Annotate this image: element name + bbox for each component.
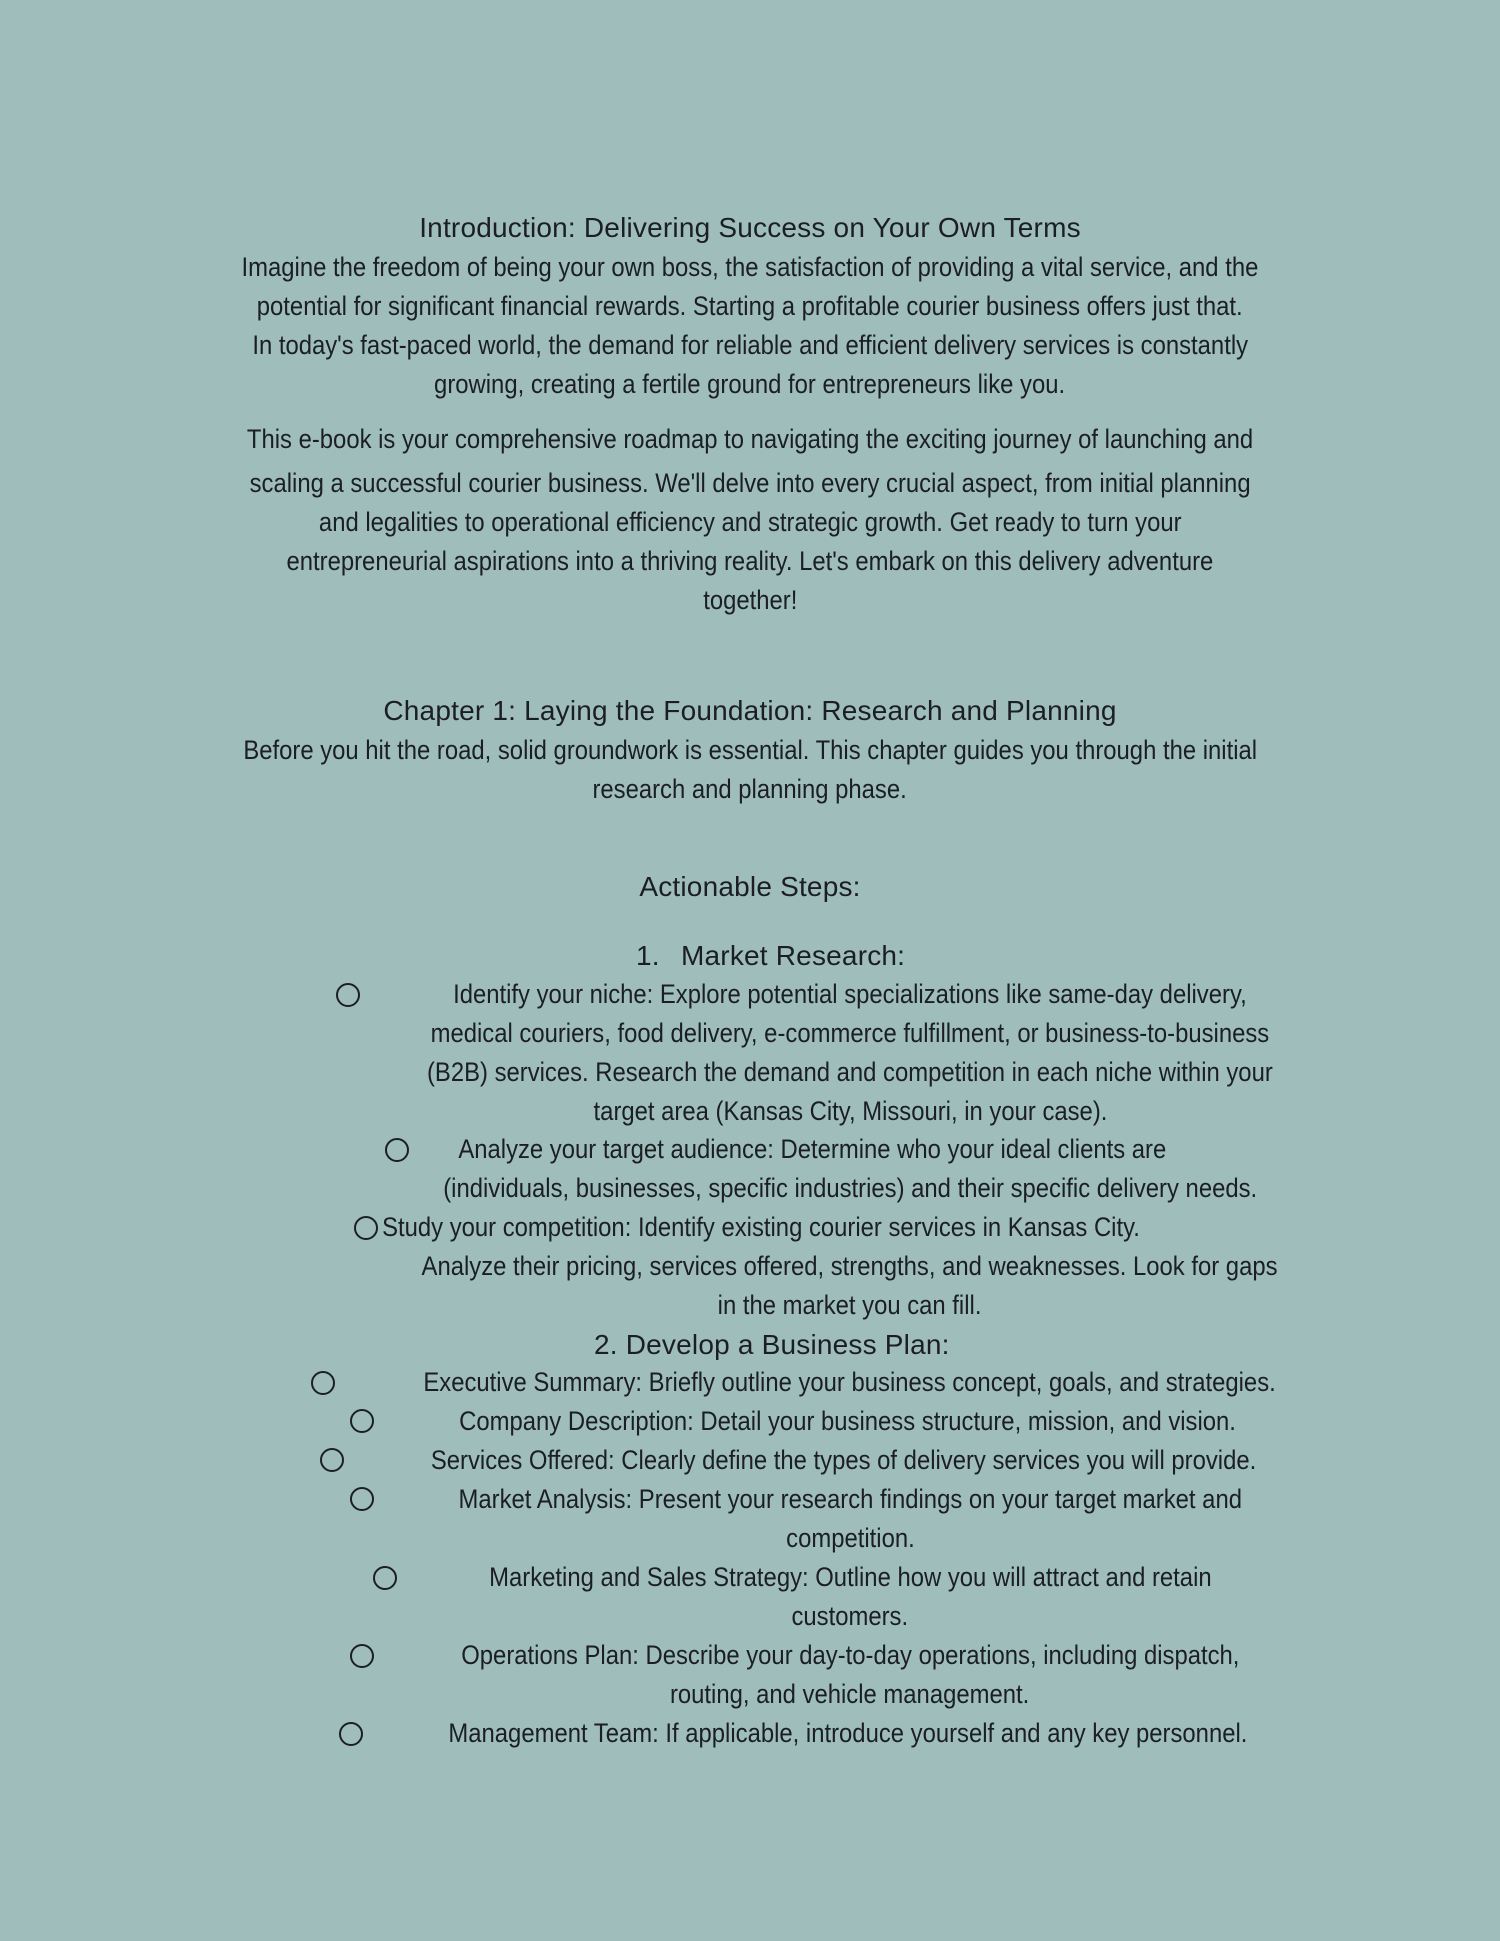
- list-item-line: Market Analysis: Present your research findings on your target market and: [458, 1484, 1242, 1514]
- list-item-line: routing, and vehicle management.: [670, 1679, 1030, 1709]
- step2-title: 2. Develop a Business Plan:: [594, 1329, 950, 1360]
- step1-title: Market Research:: [681, 940, 906, 971]
- intro-p2-line: This e-book is your comprehensive roadmap to navigating the exciting journey of launching and: [246, 424, 1254, 454]
- list-item-line: Marketing and Sales Strategy: Outline how you will attract and retain: [488, 1562, 1212, 1592]
- list-item-line: Company Description: Detail your business structure, mission, and vision.: [459, 1406, 1237, 1436]
- list-item-line: Analyze their pricing, services offered, strengths, and weaknesses. Look for gaps: [422, 1251, 1278, 1281]
- list-item-line: in the market you can fill.: [718, 1290, 982, 1320]
- list-item-line: Operations Plan: Describe your day-to-day operations, including dispatch,: [460, 1640, 1240, 1670]
- list-item-line: Identify your niche: Explore potential specializations like same-day delivery,: [453, 979, 1247, 1009]
- intro-p2-line: scaling a successful courier business. We'll delve into every crucial aspect, from initial planning: [249, 468, 1251, 498]
- list-item-line: (B2B) services. Research the demand and competition in each niche within your: [427, 1057, 1273, 1087]
- intro-p2-line: and legalities to operational efficiency and strategic growth. Get ready to turn your: [318, 507, 1182, 537]
- chapter1-title: Chapter 1: Laying the Foundation: Research and Planning: [383, 695, 1117, 726]
- list-item-line: competition.: [785, 1523, 915, 1553]
- intro-p1-line: potential for significant financial rewards. Starting a profitable courier business offers just that.: [257, 291, 1243, 321]
- intro-p2-line: entrepreneurial aspirations into a thriving reality. Let's embark on this delivery adventure: [286, 546, 1214, 576]
- list-item-line: Analyze your target audience: Determine who your ideal clients are: [458, 1134, 1166, 1164]
- intro-p1-line: In today's fast-paced world, the demand for reliable and efficient delivery services is constantly: [252, 330, 1248, 360]
- list-item-line: Study your competition: Identify existing courier services in Kansas City.: [382, 1212, 1140, 1242]
- step1-number: 1.: [636, 940, 660, 971]
- list-item-line: customers.: [791, 1601, 909, 1631]
- list-item-line: Executive Summary: Briefly outline your business concept, goals, and strategies.: [423, 1367, 1277, 1397]
- list-item-line: Services Offered: Clearly define the types of delivery services you will provide.: [431, 1445, 1257, 1475]
- chapter1-p-line: Before you hit the road, solid groundwork is essential. This chapter guides you through the initial: [243, 735, 1257, 765]
- list-item-line: medical couriers, food delivery, e-commerce fulfillment, or business-to-business: [430, 1018, 1270, 1048]
- list-item-line: Management Team: If applicable, introduce yourself and any key personnel.: [448, 1718, 1248, 1748]
- chapter1-p-line: research and planning phase.: [592, 774, 908, 804]
- intro-title: Introduction: Delivering Success on Your Own Terms: [419, 212, 1081, 243]
- list-item-line: target area (Kansas City, Missouri, in your case).: [593, 1096, 1107, 1126]
- list-item-line: (individuals, businesses, specific industries) and their specific delivery needs.: [443, 1173, 1257, 1203]
- steps-heading: Actionable Steps:: [639, 871, 861, 902]
- intro-p1-line: growing, creating a fertile ground for entrepreneurs like you.: [434, 369, 1066, 399]
- intro-p2-line: together!: [702, 585, 798, 615]
- intro-p1-line: Imagine the freedom of being your own boss, the satisfaction of providing a vital service, and the: [241, 252, 1259, 282]
